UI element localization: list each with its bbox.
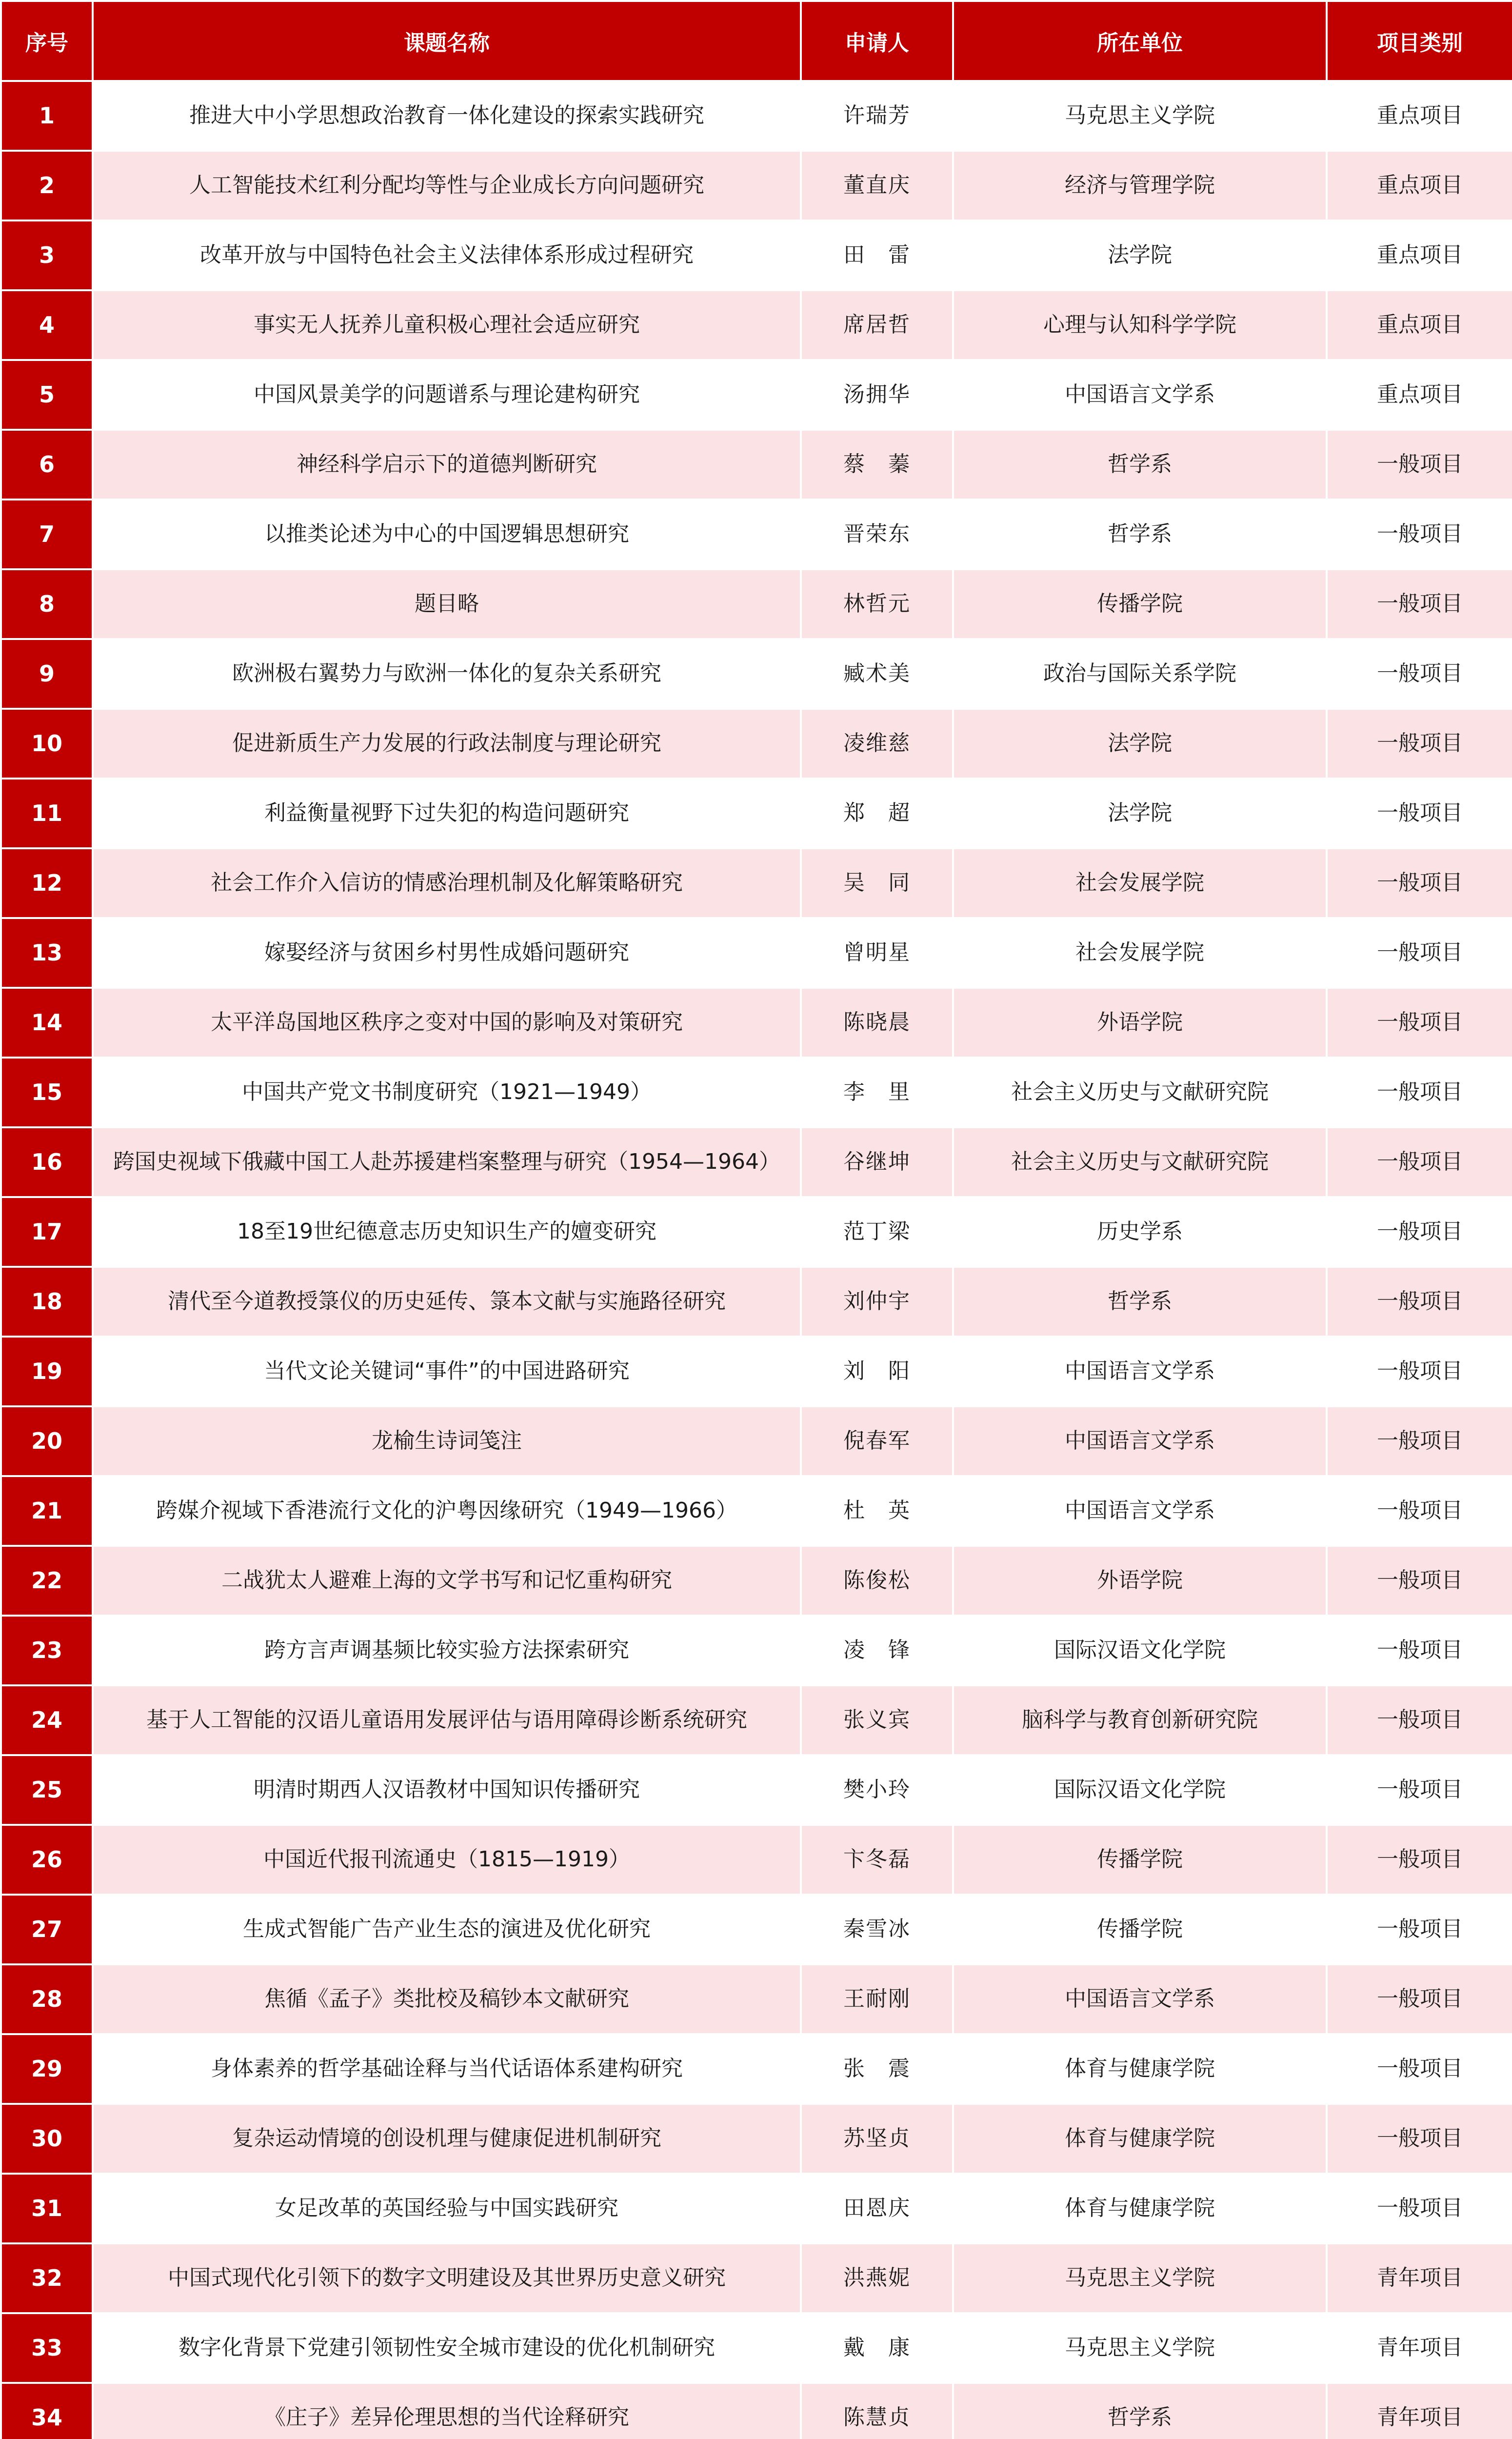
affiliation-cell: 马克思主义学院 <box>953 81 1327 151</box>
applicant-cell: 凌 锋 <box>801 1616 953 1685</box>
project-category-cell: 重点项目 <box>1327 220 1512 290</box>
table-row <box>1 1964 1512 2034</box>
serial-number-cell: 24 <box>1 1685 93 1755</box>
serial-number-cell: 21 <box>1 1476 93 1546</box>
affiliation-cell: 外语学院 <box>953 1546 1327 1616</box>
affiliation-cell: 脑科学与教育创新研究院 <box>953 1685 1327 1755</box>
applicant-cell: 汤拥华 <box>801 360 953 430</box>
affiliation-cell: 社会发展学院 <box>953 918 1327 988</box>
project-title-cell: 18至19世纪德意志历史知识生产的嬗变研究 <box>93 1197 801 1267</box>
project-title-cell: 数字化背景下党建引领韧性安全城市建设的优化机制研究 <box>93 2313 801 2383</box>
applicant-cell: 王耐刚 <box>801 1964 953 2034</box>
table-row <box>1 1685 1512 1755</box>
table-row <box>1 1825 1512 1895</box>
project-category-cell: 一般项目 <box>1327 1267 1512 1337</box>
table-row <box>1 639 1512 709</box>
serial-number-cell: 19 <box>1 1337 93 1406</box>
applicant-cell: 董直庆 <box>801 151 953 220</box>
project-title-cell: 社会工作介入信访的情感治理机制及化解策略研究 <box>93 848 801 918</box>
project-category-cell: 一般项目 <box>1327 2174 1512 2243</box>
affiliation-cell: 经济与管理学院 <box>953 151 1327 220</box>
serial-number-cell: 8 <box>1 569 93 639</box>
serial-number-cell: 18 <box>1 1267 93 1337</box>
applicant-cell: 陈俊松 <box>801 1546 953 1616</box>
affiliation-cell: 社会主义历史与文献研究院 <box>953 1127 1327 1197</box>
table-row <box>1 1406 1512 1476</box>
serial-number-cell: 27 <box>1 1895 93 1964</box>
applicant-cell: 蔡 蓁 <box>801 430 953 500</box>
project-category-cell: 一般项目 <box>1327 430 1512 500</box>
applicant-cell: 吴 同 <box>801 848 953 918</box>
table-row <box>1 290 1512 360</box>
project-category-cell: 重点项目 <box>1327 360 1512 430</box>
affiliation-cell: 传播学院 <box>953 569 1327 639</box>
project-title-cell: 清代至今道教授箓仪的历史延传、箓本文献与实施路径研究 <box>93 1267 801 1337</box>
applicant-cell: 谷继坤 <box>801 1127 953 1197</box>
header-serial-number: 序号 <box>1 1 93 81</box>
table-row <box>1 81 1512 151</box>
project-title-cell: 神经科学启示下的道德判断研究 <box>93 430 801 500</box>
project-category-cell: 一般项目 <box>1327 1895 1512 1964</box>
applicant-cell: 席居哲 <box>801 290 953 360</box>
project-title-cell: 中国近代报刊流通史（1815—1919） <box>93 1825 801 1895</box>
applicant-cell: 范丁梁 <box>801 1197 953 1267</box>
affiliation-cell: 心理与认知科学学院 <box>953 290 1327 360</box>
project-category-cell: 一般项目 <box>1327 1825 1512 1895</box>
project-title-cell: 改革开放与中国特色社会主义法律体系形成过程研究 <box>93 220 801 290</box>
table-body <box>1 81 1512 2439</box>
affiliation-cell: 中国语言文学系 <box>953 1476 1327 1546</box>
serial-number-cell: 13 <box>1 918 93 988</box>
affiliation-cell: 历史学系 <box>953 1197 1327 1267</box>
applicant-cell: 林哲元 <box>801 569 953 639</box>
header-project-category: 项目类别 <box>1327 1 1512 81</box>
project-title-cell: 明清时期西人汉语教材中国知识传播研究 <box>93 1755 801 1825</box>
project-title-cell: 太平洋岛国地区秩序之变对中国的影响及对策研究 <box>93 988 801 1058</box>
affiliation-cell: 法学院 <box>953 220 1327 290</box>
table-row <box>1 2313 1512 2383</box>
project-title-cell: 基于人工智能的汉语儿童语用发展评估与语用障碍诊断系统研究 <box>93 1685 801 1755</box>
applicant-cell: 秦雪冰 <box>801 1895 953 1964</box>
project-title-cell: 中国式现代化引领下的数字文明建设及其世界历史意义研究 <box>93 2243 801 2313</box>
applicant-cell: 张义宾 <box>801 1685 953 1755</box>
serial-number-cell: 34 <box>1 2383 93 2439</box>
project-category-cell: 一般项目 <box>1327 1058 1512 1127</box>
serial-number-cell: 17 <box>1 1197 93 1267</box>
table-row <box>1 500 1512 569</box>
table-row <box>1 1616 1512 1685</box>
table-row <box>1 1058 1512 1127</box>
project-category-cell: 一般项目 <box>1327 639 1512 709</box>
project-category-cell: 一般项目 <box>1327 1476 1512 1546</box>
project-category-cell: 青年项目 <box>1327 2383 1512 2439</box>
project-title-cell: 生成式智能广告产业生态的演进及优化研究 <box>93 1895 801 1964</box>
serial-number-cell: 6 <box>1 430 93 500</box>
serial-number-cell: 16 <box>1 1127 93 1197</box>
serial-number-cell: 31 <box>1 2174 93 2243</box>
project-title-cell: 利益衡量视野下过失犯的构造问题研究 <box>93 779 801 848</box>
table-header <box>1 1 1512 81</box>
serial-number-cell: 14 <box>1 988 93 1058</box>
serial-number-cell: 25 <box>1 1755 93 1825</box>
project-category-cell: 重点项目 <box>1327 290 1512 360</box>
affiliation-cell: 传播学院 <box>953 1895 1327 1964</box>
affiliation-cell: 国际汉语文化学院 <box>953 1755 1327 1825</box>
applicant-cell: 田恩庆 <box>801 2174 953 2243</box>
header-project-title: 课题名称 <box>93 1 801 81</box>
applicant-cell: 李 里 <box>801 1058 953 1127</box>
project-title-cell: 当代文论关键词“事件”的中国进路研究 <box>93 1337 801 1406</box>
applicant-cell: 苏坚贞 <box>801 2104 953 2174</box>
affiliation-cell: 中国语言文学系 <box>953 360 1327 430</box>
project-title-cell: 以推类论述为中心的中国逻辑思想研究 <box>93 500 801 569</box>
project-category-cell: 一般项目 <box>1327 1755 1512 1825</box>
project-category-cell: 一般项目 <box>1327 500 1512 569</box>
project-title-cell: 促进新质生产力发展的行政法制度与理论研究 <box>93 709 801 779</box>
affiliation-cell: 法学院 <box>953 779 1327 848</box>
project-category-cell: 一般项目 <box>1327 2034 1512 2104</box>
affiliation-cell: 法学院 <box>953 709 1327 779</box>
table-row <box>1 1895 1512 1964</box>
serial-number-cell: 11 <box>1 779 93 848</box>
project-title-cell: 欧洲极右翼势力与欧洲一体化的复杂关系研究 <box>93 639 801 709</box>
affiliation-cell: 哲学系 <box>953 500 1327 569</box>
affiliation-cell: 中国语言文学系 <box>953 1964 1327 2034</box>
serial-number-cell: 7 <box>1 500 93 569</box>
table-row <box>1 360 1512 430</box>
affiliation-cell: 中国语言文学系 <box>953 1337 1327 1406</box>
project-title-cell: 复杂运动情境的创设机理与健康促进机制研究 <box>93 2104 801 2174</box>
table-row <box>1 1755 1512 1825</box>
applicant-cell: 杜 英 <box>801 1476 953 1546</box>
affiliation-cell: 体育与健康学院 <box>953 2174 1327 2243</box>
project-category-cell: 一般项目 <box>1327 569 1512 639</box>
table-row <box>1 1267 1512 1337</box>
applicant-cell: 樊小玲 <box>801 1755 953 1825</box>
affiliation-cell: 哲学系 <box>953 430 1327 500</box>
table-row <box>1 918 1512 988</box>
applicant-cell: 戴 康 <box>801 2313 953 2383</box>
project-title-cell: 焦循《孟子》类批校及稿钞本文献研究 <box>93 1964 801 2034</box>
header-affiliation: 所在单位 <box>953 1 1327 81</box>
project-title-cell: 《庄子》差异伦理思想的当代诠释研究 <box>93 2383 801 2439</box>
affiliation-cell: 国际汉语文化学院 <box>953 1616 1327 1685</box>
project-title-cell: 事实无人抚养儿童积极心理社会适应研究 <box>93 290 801 360</box>
applicant-cell: 臧术美 <box>801 639 953 709</box>
affiliation-cell: 马克思主义学院 <box>953 2313 1327 2383</box>
applicant-cell: 晋荣东 <box>801 500 953 569</box>
project-category-cell: 重点项目 <box>1327 81 1512 151</box>
serial-number-cell: 10 <box>1 709 93 779</box>
table-row <box>1 151 1512 220</box>
serial-number-cell: 15 <box>1 1058 93 1127</box>
project-title-cell: 跨方言声调基频比较实验方法探索研究 <box>93 1616 801 1685</box>
affiliation-cell: 传播学院 <box>953 1825 1327 1895</box>
affiliation-cell: 外语学院 <box>953 988 1327 1058</box>
table-row <box>1 1197 1512 1267</box>
serial-number-cell: 12 <box>1 848 93 918</box>
project-title-cell: 题目略 <box>93 569 801 639</box>
header-applicant: 申请人 <box>801 1 953 81</box>
applicant-cell: 刘仲宇 <box>801 1267 953 1337</box>
affiliation-cell: 马克思主义学院 <box>953 2243 1327 2313</box>
table-row <box>1 2383 1512 2439</box>
serial-number-cell: 4 <box>1 290 93 360</box>
project-category-cell: 一般项目 <box>1327 1197 1512 1267</box>
project-category-cell: 重点项目 <box>1327 151 1512 220</box>
affiliation-cell: 社会主义历史与文献研究院 <box>953 1058 1327 1127</box>
project-category-cell: 一般项目 <box>1327 1964 1512 2034</box>
project-category-cell: 一般项目 <box>1327 1337 1512 1406</box>
project-title-cell: 推进大中小学思想政治教育一体化建设的探索实践研究 <box>93 81 801 151</box>
serial-number-cell: 32 <box>1 2243 93 2313</box>
table-row <box>1 848 1512 918</box>
project-title-cell: 跨国史视域下俄藏中国工人赴苏援建档案整理与研究（1954—1964） <box>93 1127 801 1197</box>
table-row <box>1 430 1512 500</box>
table-row <box>1 709 1512 779</box>
applicant-cell: 洪燕妮 <box>801 2243 953 2313</box>
affiliation-cell: 哲学系 <box>953 1267 1327 1337</box>
serial-number-cell: 5 <box>1 360 93 430</box>
serial-number-cell: 20 <box>1 1406 93 1476</box>
project-title-cell: 中国共产党文书制度研究（1921—1949） <box>93 1058 801 1127</box>
project-title-cell: 中国风景美学的问题谱系与理论建构研究 <box>93 360 801 430</box>
applicant-cell: 卞冬磊 <box>801 1825 953 1895</box>
table-row <box>1 2104 1512 2174</box>
table-row <box>1 779 1512 848</box>
serial-number-cell: 29 <box>1 2034 93 2104</box>
project-title-cell: 身体素养的哲学基础诠释与当代话语体系建构研究 <box>93 2034 801 2104</box>
affiliation-cell: 政治与国际关系学院 <box>953 639 1327 709</box>
table-row <box>1 1337 1512 1406</box>
project-category-cell: 一般项目 <box>1327 1616 1512 1685</box>
serial-number-cell: 3 <box>1 220 93 290</box>
affiliation-cell: 体育与健康学院 <box>953 2034 1327 2104</box>
project-title-cell: 龙榆生诗词笺注 <box>93 1406 801 1476</box>
applicant-cell: 张 震 <box>801 2034 953 2104</box>
applicant-cell: 许瑞芳 <box>801 81 953 151</box>
serial-number-cell: 2 <box>1 151 93 220</box>
serial-number-cell: 26 <box>1 1825 93 1895</box>
project-title-cell: 二战犹太人避难上海的文学书写和记忆重构研究 <box>93 1546 801 1616</box>
project-category-cell: 青年项目 <box>1327 2313 1512 2383</box>
project-category-cell: 一般项目 <box>1327 918 1512 988</box>
project-category-cell: 一般项目 <box>1327 1406 1512 1476</box>
table-row <box>1 2243 1512 2313</box>
project-category-cell: 青年项目 <box>1327 2243 1512 2313</box>
applicant-cell: 陈慧贞 <box>801 2383 953 2439</box>
project-category-cell: 一般项目 <box>1327 709 1512 779</box>
project-category-cell: 一般项目 <box>1327 988 1512 1058</box>
applicant-cell: 倪春军 <box>801 1406 953 1476</box>
table-row <box>1 569 1512 639</box>
applicant-cell: 陈晓晨 <box>801 988 953 1058</box>
serial-number-cell: 30 <box>1 2104 93 2174</box>
project-title-cell: 人工智能技术红利分配均等性与企业成长方向问题研究 <box>93 151 801 220</box>
applicant-cell: 郑 超 <box>801 779 953 848</box>
project-category-cell: 一般项目 <box>1327 1127 1512 1197</box>
applicant-cell: 凌维慈 <box>801 709 953 779</box>
serial-number-cell: 23 <box>1 1616 93 1685</box>
table-row <box>1 2174 1512 2243</box>
table-row <box>1 220 1512 290</box>
applicant-cell: 曾明星 <box>801 918 953 988</box>
serial-number-cell: 1 <box>1 81 93 151</box>
affiliation-cell: 中国语言文学系 <box>953 1406 1327 1476</box>
applicant-cell: 刘 阳 <box>801 1337 953 1406</box>
affiliation-cell: 哲学系 <box>953 2383 1327 2439</box>
project-category-cell: 一般项目 <box>1327 848 1512 918</box>
serial-number-cell: 33 <box>1 2313 93 2383</box>
project-category-cell: 一般项目 <box>1327 2104 1512 2174</box>
project-category-cell: 一般项目 <box>1327 779 1512 848</box>
project-category-cell: 一般项目 <box>1327 1685 1512 1755</box>
affiliation-cell: 体育与健康学院 <box>953 2104 1327 2174</box>
serial-number-cell: 22 <box>1 1546 93 1616</box>
table-row <box>1 1546 1512 1616</box>
project-title-cell: 跨媒介视域下香港流行文化的沪粤因缘研究（1949—1966） <box>93 1476 801 1546</box>
project-title-cell: 嫁娶经济与贫困乡村男性成婚问题研究 <box>93 918 801 988</box>
applicant-cell: 田 雷 <box>801 220 953 290</box>
table-row <box>1 2034 1512 2104</box>
serial-number-cell: 28 <box>1 1964 93 2034</box>
header-row <box>1 1 1512 81</box>
project-category-cell: 一般项目 <box>1327 1546 1512 1616</box>
table-row <box>1 1127 1512 1197</box>
serial-number-cell: 9 <box>1 639 93 709</box>
project-title-cell: 女足改革的英国经验与中国实践研究 <box>93 2174 801 2243</box>
affiliation-cell: 社会发展学院 <box>953 848 1327 918</box>
table-row <box>1 1476 1512 1546</box>
table-row <box>1 988 1512 1058</box>
